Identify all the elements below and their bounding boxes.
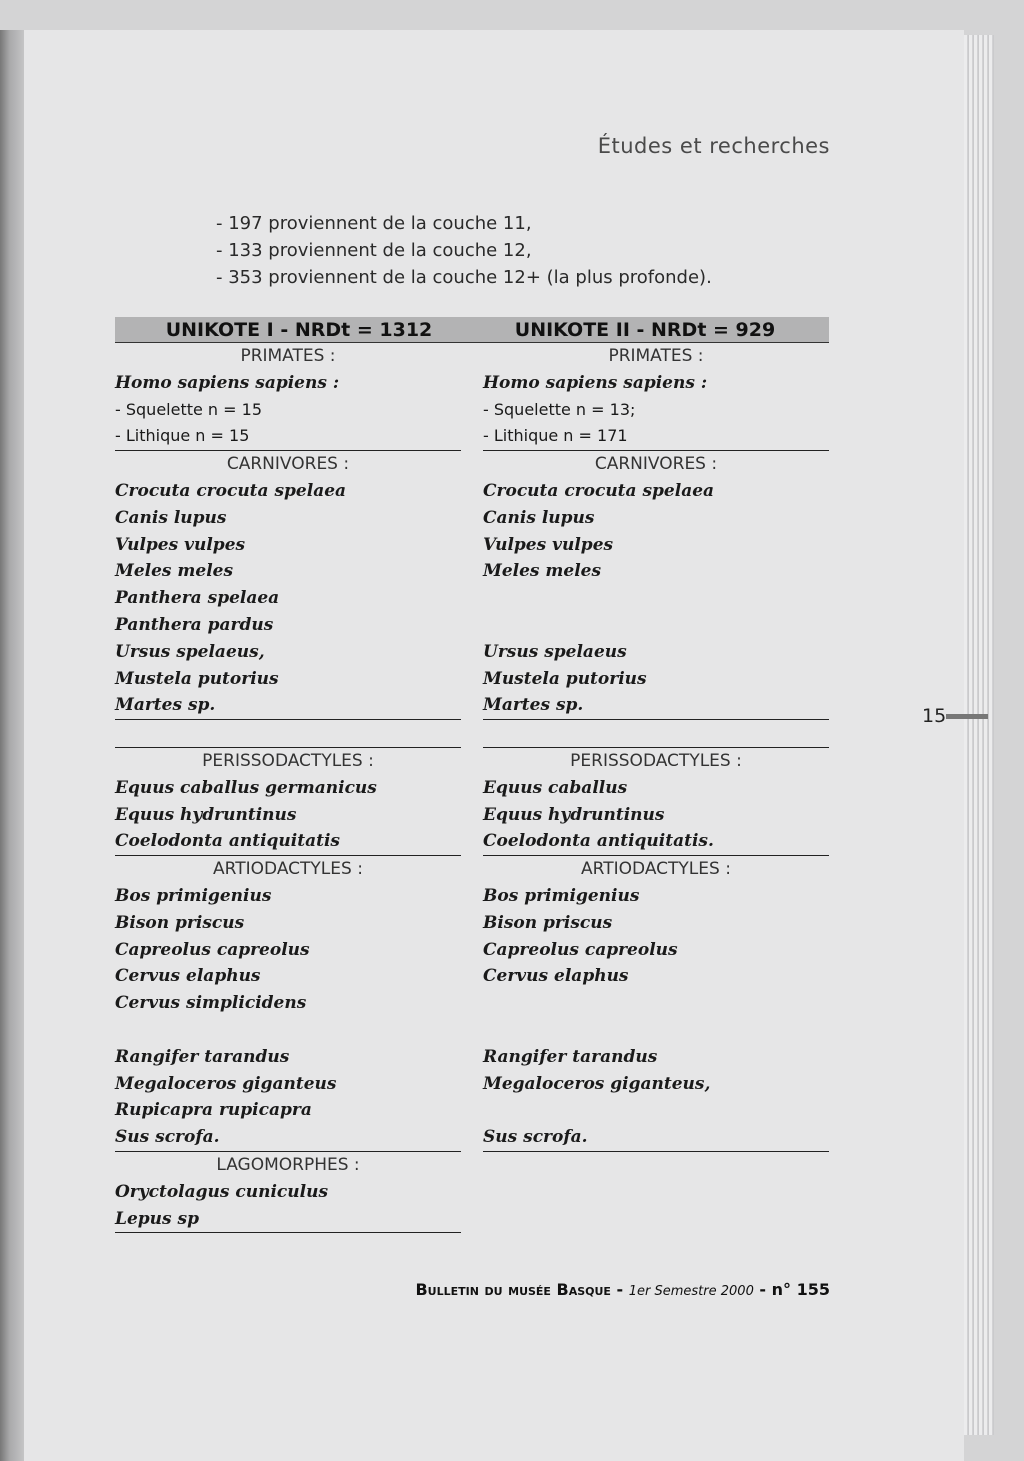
species-name: Mustela putorius	[483, 668, 647, 689]
intro-line: - 197 proviennent de la couche 11,	[216, 213, 532, 234]
blank-row	[483, 585, 829, 612]
unikote-2-heading: UNIKOTE II - NRDt = 929	[461, 317, 829, 343]
page-footer: Bulletin du musée Basque - 1er Semestre 2000 - n° 155	[415, 1280, 830, 1299]
category-label: PRIMATES :	[240, 346, 336, 366]
count-line: - Lithique n = 15	[115, 426, 250, 446]
blank-row	[483, 1097, 829, 1124]
species-name: Equus caballus germanicus	[115, 777, 377, 798]
species-name: Vulpes vulpes	[483, 534, 614, 555]
species-name: Cervus elaphus	[483, 966, 629, 987]
species-name: Rupicapra rupicapra	[115, 1100, 312, 1121]
intro-line: - 133 proviennent de la couche 12,	[216, 240, 532, 261]
species-name: Oryctolagus cuniculus	[115, 1181, 329, 1202]
species-name: Vulpes vulpes	[115, 534, 246, 555]
issue-label: 1er Semestre 2000	[628, 1284, 754, 1299]
category-label: CARNIVORES :	[115, 450, 461, 478]
count-line: - Squelette n = 13;	[483, 399, 636, 419]
blank-row	[483, 1017, 829, 1044]
species-name: Megaloceros giganteus,	[483, 1073, 711, 1094]
blank-row	[115, 720, 461, 747]
species-name: Lepus sp	[115, 1206, 461, 1234]
blank-row	[483, 990, 829, 1017]
blank-row	[483, 720, 829, 747]
species-name: Ursus spelaeus	[483, 641, 627, 662]
intro-list	[216, 210, 712, 291]
species-name: Cervus elaphus	[115, 966, 261, 987]
species-name: Equus caballus	[483, 777, 628, 798]
page-number: 15	[922, 705, 947, 727]
category-label: LAGOMORPHES :	[115, 1151, 461, 1179]
issue-number: n° 155	[771, 1280, 830, 1299]
species-name: Equus hydruntinus	[483, 804, 665, 825]
species-name: Bos primigenius	[483, 885, 640, 906]
species-name: Capreolus capreolus	[483, 939, 678, 960]
category-label: PERISSODACTYLES :	[115, 747, 461, 775]
species-name: Martes sp.	[483, 692, 829, 720]
species-name: Sus scrofa.	[115, 1127, 220, 1148]
unikote-2-column	[483, 317, 829, 1152]
page-edges	[964, 35, 994, 1435]
species-name: Homo sapiens sapiens :	[483, 372, 708, 393]
species-name: Bos primigenius	[115, 885, 272, 906]
species-name: Canis lupus	[115, 507, 227, 528]
blank-row	[483, 612, 829, 639]
species-name: Coelodonta antiquitatis	[115, 831, 340, 852]
species-name: Rangifer tarandus	[483, 1046, 658, 1067]
species-name: Capreolus capreolus	[115, 939, 310, 960]
book-binding	[0, 30, 24, 1461]
count-line: - Lithique n = 171	[483, 426, 628, 446]
species-name: Equus hydruntinus	[115, 804, 297, 825]
unikote-1-column	[115, 317, 461, 1233]
species-name: Rangifer tarandus	[115, 1046, 290, 1067]
species-name: Meles meles	[115, 561, 234, 582]
species-name: Sus scrofa.	[483, 1124, 829, 1152]
page-number-tab	[946, 714, 988, 719]
species-name: Panthera spelaea	[115, 588, 280, 609]
blank-row	[115, 1017, 461, 1044]
count-line: - Squelette n = 15	[115, 399, 262, 419]
species-name: Coelodonta antiquitatis.	[483, 831, 714, 852]
species-name: Mustela putorius	[115, 668, 279, 689]
species-name: Canis lupus	[483, 507, 595, 528]
category-label: ARTIODACTYLES :	[483, 855, 829, 883]
species-name: Bison priscus	[483, 912, 613, 933]
category-label: PERISSODACTYLES :	[483, 747, 829, 775]
species-name: Meles meles	[483, 561, 602, 582]
category-label: CARNIVORES :	[483, 450, 829, 478]
species-name: Cervus simplicidens	[115, 993, 307, 1014]
running-header: Études et recherches	[597, 134, 830, 158]
category-label: PRIMATES :	[608, 346, 704, 366]
species-name: Megaloceros giganteus	[115, 1073, 337, 1094]
species-name: Crocuta crocuta spelaea	[115, 480, 347, 501]
species-name: Crocuta crocuta spelaea	[483, 480, 715, 501]
species-name: Panthera pardus	[115, 614, 274, 635]
species-name: Bison priscus	[115, 912, 245, 933]
species-name: Homo sapiens sapiens :	[115, 372, 340, 393]
intro-line: - 353 proviennent de la couche 12+ (la plus profonde).	[216, 267, 712, 288]
unikote-1-heading: UNIKOTE I - NRDt = 1312	[115, 317, 483, 343]
species-name: Ursus spelaeus,	[115, 641, 265, 662]
species-name: Martes sp.	[115, 692, 461, 720]
journal-title: Bulletin du musée Basque	[415, 1280, 611, 1299]
category-label: ARTIODACTYLES :	[115, 855, 461, 883]
